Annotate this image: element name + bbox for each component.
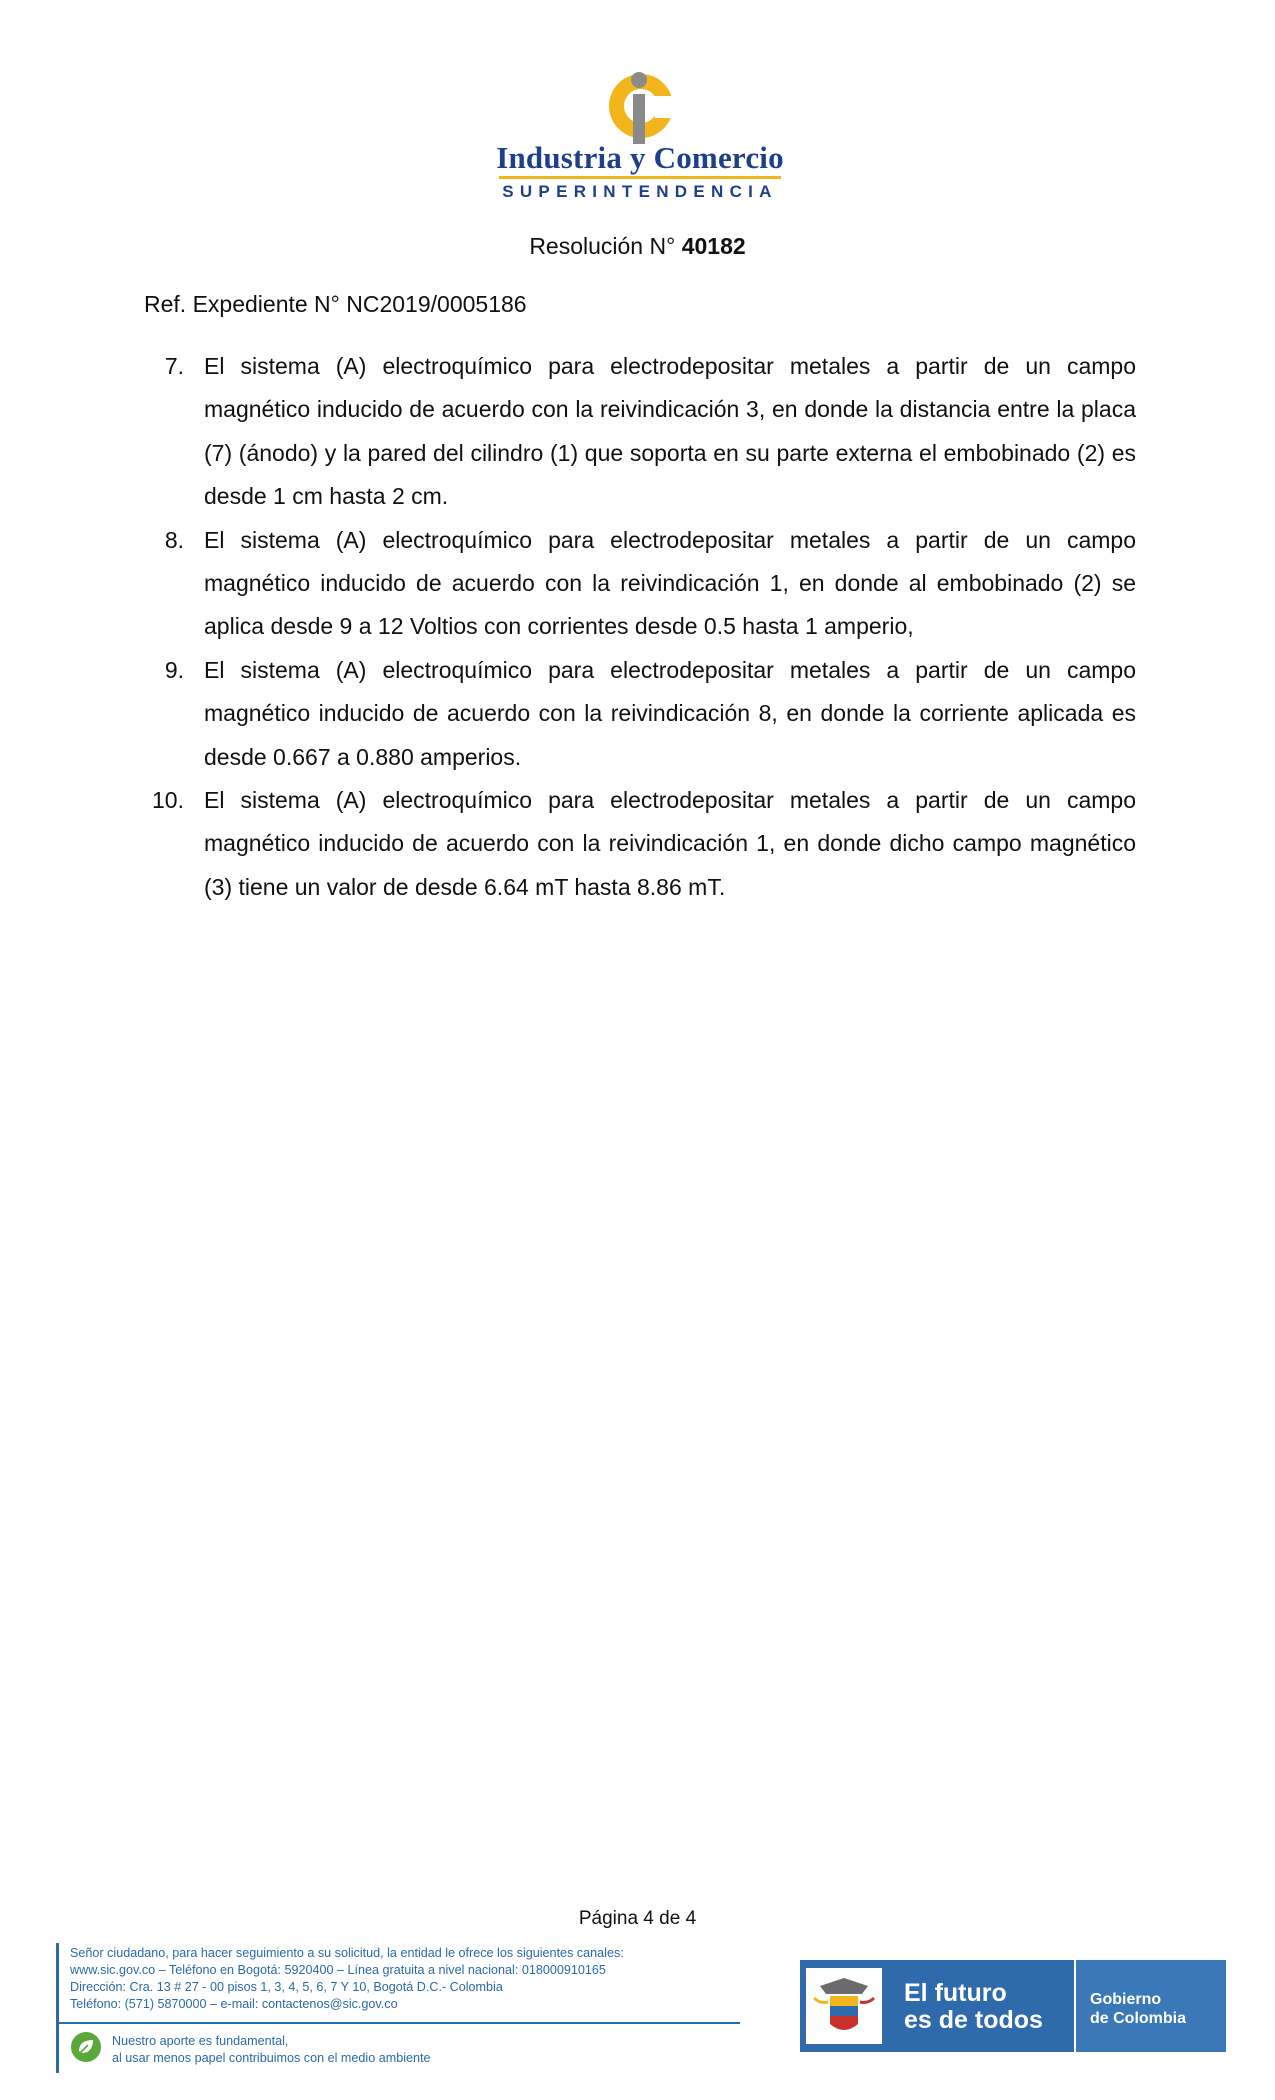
resolution-label: Resolución N° <box>529 233 676 259</box>
footer-line: www.sic.gov.co – Teléfono en Bogotá: 5920400 – Línea gratuita a nivel nacional: 018000910165 <box>70 1963 606 1977</box>
item-number: 10. <box>152 787 184 814</box>
footer-contact <box>56 1943 740 2073</box>
page-number <box>0 1908 1275 1930</box>
gov-name <box>1090 1990 1186 2028</box>
claims-list <box>144 345 1136 909</box>
sic-logo <box>495 66 785 201</box>
logo-subtitle: SUPERINTENDENCIA <box>502 182 778 201</box>
government-banner <box>800 1960 1226 2052</box>
gov-slogan-line: El futuro <box>904 1979 1007 2007</box>
footer-vertical-rule <box>56 1943 59 2073</box>
item-text: El sistema (A) electroquímico para electrodepositar metales a partir de un campo magnético inducido de acuerdo con la reivindicación 3, en donde la distancia entre la placa (7) (ánodo) y la pared del cilindro (1) que soporta en su parte externa el embobinado (2) es desde 1 cm hasta 2 cm. <box>204 353 1136 510</box>
page-current: 4 <box>643 1908 654 1929</box>
item-number: 7. <box>164 353 184 379</box>
colombia-coat-of-arms-icon <box>806 1968 882 2044</box>
list-item <box>144 779 1136 909</box>
footer-horizontal-rule <box>56 2022 740 2024</box>
gov-slogan-panel <box>800 1960 1076 2052</box>
item-number: 9. <box>164 656 184 683</box>
gov-slogan <box>904 1980 1043 2034</box>
item-text: El sistema (A) electroquímico para electrodepositar metales a partir de un campo magnético inducido de acuerdo con la reivindicación 8, en donde la corriente aplicada es desde 0.667 a 0.880 amperios. <box>204 656 1136 770</box>
gov-name-line: de Colombia <box>1090 2010 1187 2027</box>
eco-message <box>112 2033 431 2067</box>
list-item <box>144 649 1136 779</box>
gov-name-line: Gobierno <box>1090 1991 1162 2008</box>
logo-title: Industria y Comercio <box>496 140 784 175</box>
page-label: Página <box>578 1908 639 1929</box>
leaf-icon <box>70 2031 102 2063</box>
resolution-header <box>0 233 1275 260</box>
list-item <box>144 345 1136 519</box>
footer-contact-text <box>70 1945 624 2013</box>
gov-slogan-line: es de todos <box>904 2006 1043 2034</box>
eco-line: al usar menos papel contribuimos con el medio ambiente <box>112 2051 431 2065</box>
item-text: El sistema (A) electroquímico para electrodepositar metales a partir de un campo magnético inducido de acuerdo con la reivindicación 1, en donde al embobinado (2) se aplica desde 9 a 12 Voltios con corrientes desde 0.5 hasta 1 amperio, <box>204 526 1136 640</box>
resolution-number: 40182 <box>681 233 746 259</box>
page-total: 4 <box>685 1908 697 1929</box>
page-of: de <box>659 1908 681 1929</box>
item-text: El sistema (A) electroquímico para electrodepositar metales a partir de un campo magnético inducido de acuerdo con la reivindicación 1, en donde dicho campo magnético (3) tiene un valor de desde 6.64 mT hasta 8.86 mT. <box>204 787 1136 900</box>
list-item <box>144 519 1136 649</box>
reference-line: Ref. Expediente N° NC2019/0005186 <box>144 291 527 317</box>
footer-line: Teléfono: (571) 5870000 – e-mail: contactenos@sic.gov.co <box>70 1997 398 2011</box>
footer-line: Señor ciudadano, para hacer seguimiento a su solicitud, la entidad le ofrece los siguientes canales: <box>70 1946 624 1960</box>
footer-line: Dirección: Cra. 13 # 27 - 00 pisos 1, 3, 4, 5, 6, 7 Y 10, Bogotá D.C.- Colombia <box>70 1980 503 1994</box>
eco-line: Nuestro aporte es fundamental, <box>112 2034 289 2048</box>
item-number: 8. <box>164 526 184 553</box>
logo-divider <box>499 176 781 179</box>
